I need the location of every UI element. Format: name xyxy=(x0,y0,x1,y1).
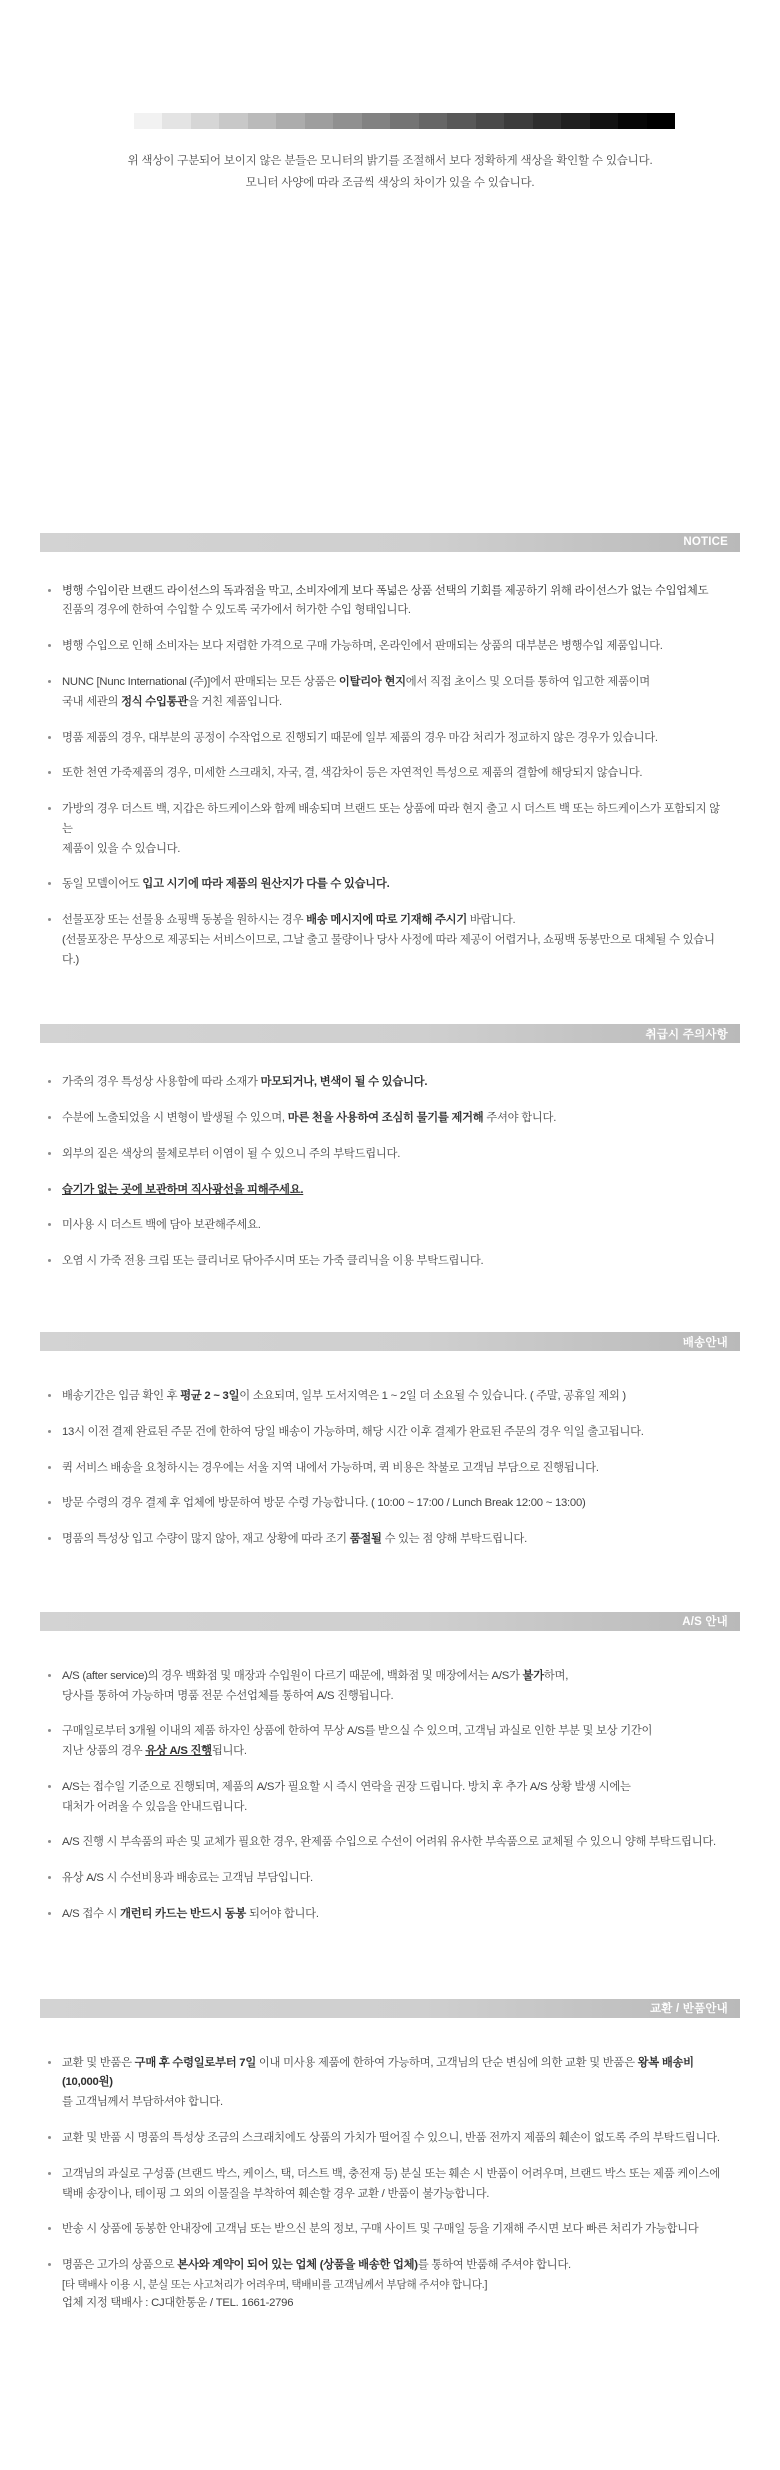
list-item: NUNC [Nunc International (주)]에서 판매되는 모든 상품은 이탈리아 현지에서 직접 초이스 및 오더를 통하여 입고한 제품이며 국내 세관의 정식 수입통관을 거친 제품입니다. xyxy=(40,673,740,713)
exchange-list xyxy=(40,2054,740,2314)
list-item: 구매일로부터 3개월 이내의 제품 하자인 상품에 한하여 무상 A/S를 받으실 수 있으며, 고객님 과실로 인한 부분 및 보상 기간이 지난 상품의 경우 유상 A/S 진행됩니다. xyxy=(40,1722,740,1762)
list-item: 외부의 짙은 색상의 물체로부터 이염이 될 수 있으니 주의 부탁드립니다. xyxy=(40,1145,740,1165)
grayscale-step-0 xyxy=(105,113,134,129)
list-item: 교환 및 반품은 구매 후 수령일로부터 7일 이내 미사용 제품에 한하여 가능하며, 고객님의 단순 변심에 의한 교환 및 반품은 왕복 배송비 (10,000원) 를 고객님께서 부담하셔야 합니다. xyxy=(40,2054,740,2113)
grayscale-step-9 xyxy=(362,113,391,129)
list-item: 퀵 서비스 배송을 요청하시는 경우에는 서울 지역 내에서 가능하며, 퀵 비용은 착불로 고객님 부담으로 진행됩니다. xyxy=(40,1459,740,1479)
list-item: 유상 A/S 시 수선비용과 배송료는 고객님 부담입니다. xyxy=(40,1869,740,1889)
section-handling xyxy=(40,1024,740,1272)
list-item: 미사용 시 더스트 백에 담아 보관해주세요. xyxy=(40,1216,740,1236)
grayscale-step-1 xyxy=(134,113,163,129)
section-heading-as xyxy=(40,1612,740,1631)
grayscale-calibration-bar xyxy=(105,113,675,129)
list-item: 반송 시 상품에 동봉한 안내장에 고객님 또는 받으신 분의 정보, 구매 사이트 및 구매일 등을 기재해 주시면 보다 빠른 처리가 가능합니다 xyxy=(40,2220,740,2240)
grayscale-step-7 xyxy=(305,113,334,129)
section-title-notice: NOTICE xyxy=(683,536,728,549)
section-delivery xyxy=(40,1332,740,1550)
list-item: 명품은 고가의 상품으로 본사와 계약이 되어 있는 업체 (상품을 배송한 업체)를 통하여 반품해 주셔야 합니다. [타 택배사 이용 시, 분실 또는 사고처리가 어려우며, 택배비를 고객님께서 부담해 주셔야 합니다.] 업체 지정 택배사 : CJ대한통운 / TEL. 1661-2796 xyxy=(40,2256,740,2314)
grayscale-step-8 xyxy=(333,113,362,129)
section-as xyxy=(40,1612,740,1925)
list-item: 고객님의 과실로 구성품 (브랜드 박스, 케이스, 택, 더스트 백, 충전재 등) 분실 또는 훼손 시 반품이 어려우며, 브랜드 박스 또는 제품 케이스에 택배 송장이나, 테이핑 그 외의 이물질을 부착하여 훼손할 경우 교환 / 반품이 불가능합니다. xyxy=(40,2165,740,2205)
as-list xyxy=(40,1667,740,1925)
section-title-as: A/S 안내 xyxy=(682,1616,728,1629)
grayscale-step-11 xyxy=(419,113,448,129)
section-heading-notice xyxy=(40,533,740,552)
monitor-note-line1: 위 색상이 구분되어 보이지 않은 분들은 모니터의 밝기를 조절해서 보다 정확하게 색상을 확인할 수 있습니다. xyxy=(127,155,653,167)
list-item: 가방의 경우 더스트 백, 지갑은 하드케이스와 함께 배송되며 브랜드 또는 상품에 따라 현지 출고 시 더스트 백 또는 하드케이스가 포함되지 않는 제품이 있을 수 있습니다. xyxy=(40,800,740,859)
list-item: 습기가 없는 곳에 보관하며 직사광선을 피해주세요. xyxy=(40,1181,740,1201)
delivery-list xyxy=(40,1387,740,1550)
section-notice xyxy=(40,533,740,971)
handling-list xyxy=(40,1073,740,1272)
grayscale-step-15 xyxy=(533,113,562,129)
list-item: 배송기간은 입금 확인 후 평균 2 ~ 3일이 소요되며, 일부 도서지역은 1 ~ 2일 더 소요될 수 있습니다. ( 주말, 공휴일 제외 ) xyxy=(40,1387,740,1407)
grayscale-step-19 xyxy=(647,113,676,129)
list-item: 교환 및 반품 시 명품의 특성상 조금의 스크래치에도 상품의 가치가 떨어질 수 있으니, 반품 전까지 제품의 훼손이 없도록 주의 부탁드립니다. xyxy=(40,2129,740,2149)
grayscale-step-12 xyxy=(447,113,476,129)
grayscale-bar-wrap xyxy=(0,0,780,129)
list-item: 또한 천연 가죽제품의 경우, 미세한 스크래치, 자국, 결, 색감차이 등은 자연적인 특성으로 제품의 결함에 해당되지 않습니다. xyxy=(40,764,740,784)
section-title-handling: 취급시 주의사항 xyxy=(645,1028,728,1041)
grayscale-step-10 xyxy=(390,113,419,129)
notice-list xyxy=(40,582,740,971)
list-item: 동일 모델이어도 입고 시기에 따라 제품의 원산지가 다를 수 있습니다. xyxy=(40,875,740,895)
grayscale-step-6 xyxy=(276,113,305,129)
list-item: A/S (after service)의 경우 백화점 및 매장과 수입원이 다르기 때문에, 백화점 및 매장에서는 A/S가 불가하며, 당사를 통하여 가능하며 명품 전문 수선업체를 통하여 A/S 진행됩니다. xyxy=(40,1667,740,1707)
section-heading-handling xyxy=(40,1024,740,1043)
list-item: A/S 접수 시 개런티 카드는 반드시 동봉 되어야 합니다. xyxy=(40,1905,740,1925)
grayscale-step-14 xyxy=(504,113,533,129)
grayscale-step-17 xyxy=(590,113,619,129)
section-exchange xyxy=(40,1999,740,2314)
grayscale-step-2 xyxy=(162,113,191,129)
monitor-note xyxy=(70,151,710,195)
grayscale-step-4 xyxy=(219,113,248,129)
list-item: 오염 시 가죽 전용 크림 또는 클리너로 닦아주시며 또는 가죽 클리닉을 이용 부탁드립니다. xyxy=(40,1252,740,1272)
grayscale-step-3 xyxy=(191,113,220,129)
list-item: 명품 제품의 경우, 대부분의 공정이 수작업으로 진행되기 때문에 일부 제품의 경우 마감 처리가 정교하지 않은 경우가 있습니다. xyxy=(40,729,740,749)
list-item: 병행 수입이란 브랜드 라이선스의 독과점을 막고, 소비자에게 보다 폭넓은 상품 선택의 기회를 제공하기 위해 라이선스가 없는 수입업체도 진품의 경우에 한하여 수입할 수 있도록 국가에서 허가한 수입 형태입니다. xyxy=(40,582,740,622)
list-item: 13시 이전 결제 완료된 주문 건에 한하여 당일 배송이 가능하며, 해당 시간 이후 결제가 완료된 주문의 경우 익일 출고됩니다. xyxy=(40,1423,740,1443)
section-title-delivery: 배송안내 xyxy=(682,1336,728,1349)
list-item: A/S는 접수일 기준으로 진행되며, 제품의 A/S가 필요할 시 즉시 연락을 권장 드립니다. 방치 후 추가 A/S 상황 발생 시에는 대처가 어려울 수 있음을 안내드립니다. xyxy=(40,1778,740,1818)
list-item: 선물포장 또는 선물용 쇼핑백 동봉을 원하시는 경우 배송 메시지에 따로 기재해 주시기 바랍니다. (선물포장은 무상으로 제공되는 서비스이므로, 그날 출고 물량이나 당사 사정에 따라 제공이 어렵거나, 쇼핑백 동봉만으로 대체될 수 있습니다.) xyxy=(40,911,740,970)
list-item: 가죽의 경우 특성상 사용함에 따라 소재가 마모되거나, 변색이 될 수 있습니다. xyxy=(40,1073,740,1093)
list-item: 방문 수령의 경우 결제 후 업체에 방문하여 방문 수령 가능합니다. ( 10:00 ~ 17:00 / Lunch Break 12:00 ~ 13:00) xyxy=(40,1494,740,1514)
list-item: A/S 진행 시 부속품의 파손 및 교체가 필요한 경우, 완제품 수입으로 수선이 어려워 유사한 부속품으로 교체될 수 있으니 양해 부탁드립니다. xyxy=(40,1833,740,1853)
grayscale-step-13 xyxy=(476,113,505,129)
monitor-note-line2: 모니터 사양에 따라 조금씩 색상의 차이가 있을 수 있습니다. xyxy=(245,176,535,189)
list-item: 명품의 특성상 입고 수량이 많지 않아, 재고 상황에 따라 조기 품절될 수 있는 점 양해 부탁드립니다. xyxy=(40,1530,740,1550)
section-title-exchange: 교환 / 반품안내 xyxy=(649,2003,728,2016)
section-heading-exchange xyxy=(40,1999,740,2018)
section-heading-delivery xyxy=(40,1332,740,1351)
grayscale-step-16 xyxy=(561,113,590,129)
grayscale-step-18 xyxy=(618,113,647,129)
list-item: 병행 수입으로 인해 소비자는 보다 저렴한 가격으로 구매 가능하며, 온라인에서 판매되는 상품의 대부분은 병행수입 제품입니다. xyxy=(40,637,740,657)
list-item: 수분에 노출되었을 시 변형이 발생될 수 있으며, 마른 천을 사용하여 조심히 물기를 제거해 주셔야 합니다. xyxy=(40,1109,740,1129)
grayscale-step-5 xyxy=(248,113,277,129)
